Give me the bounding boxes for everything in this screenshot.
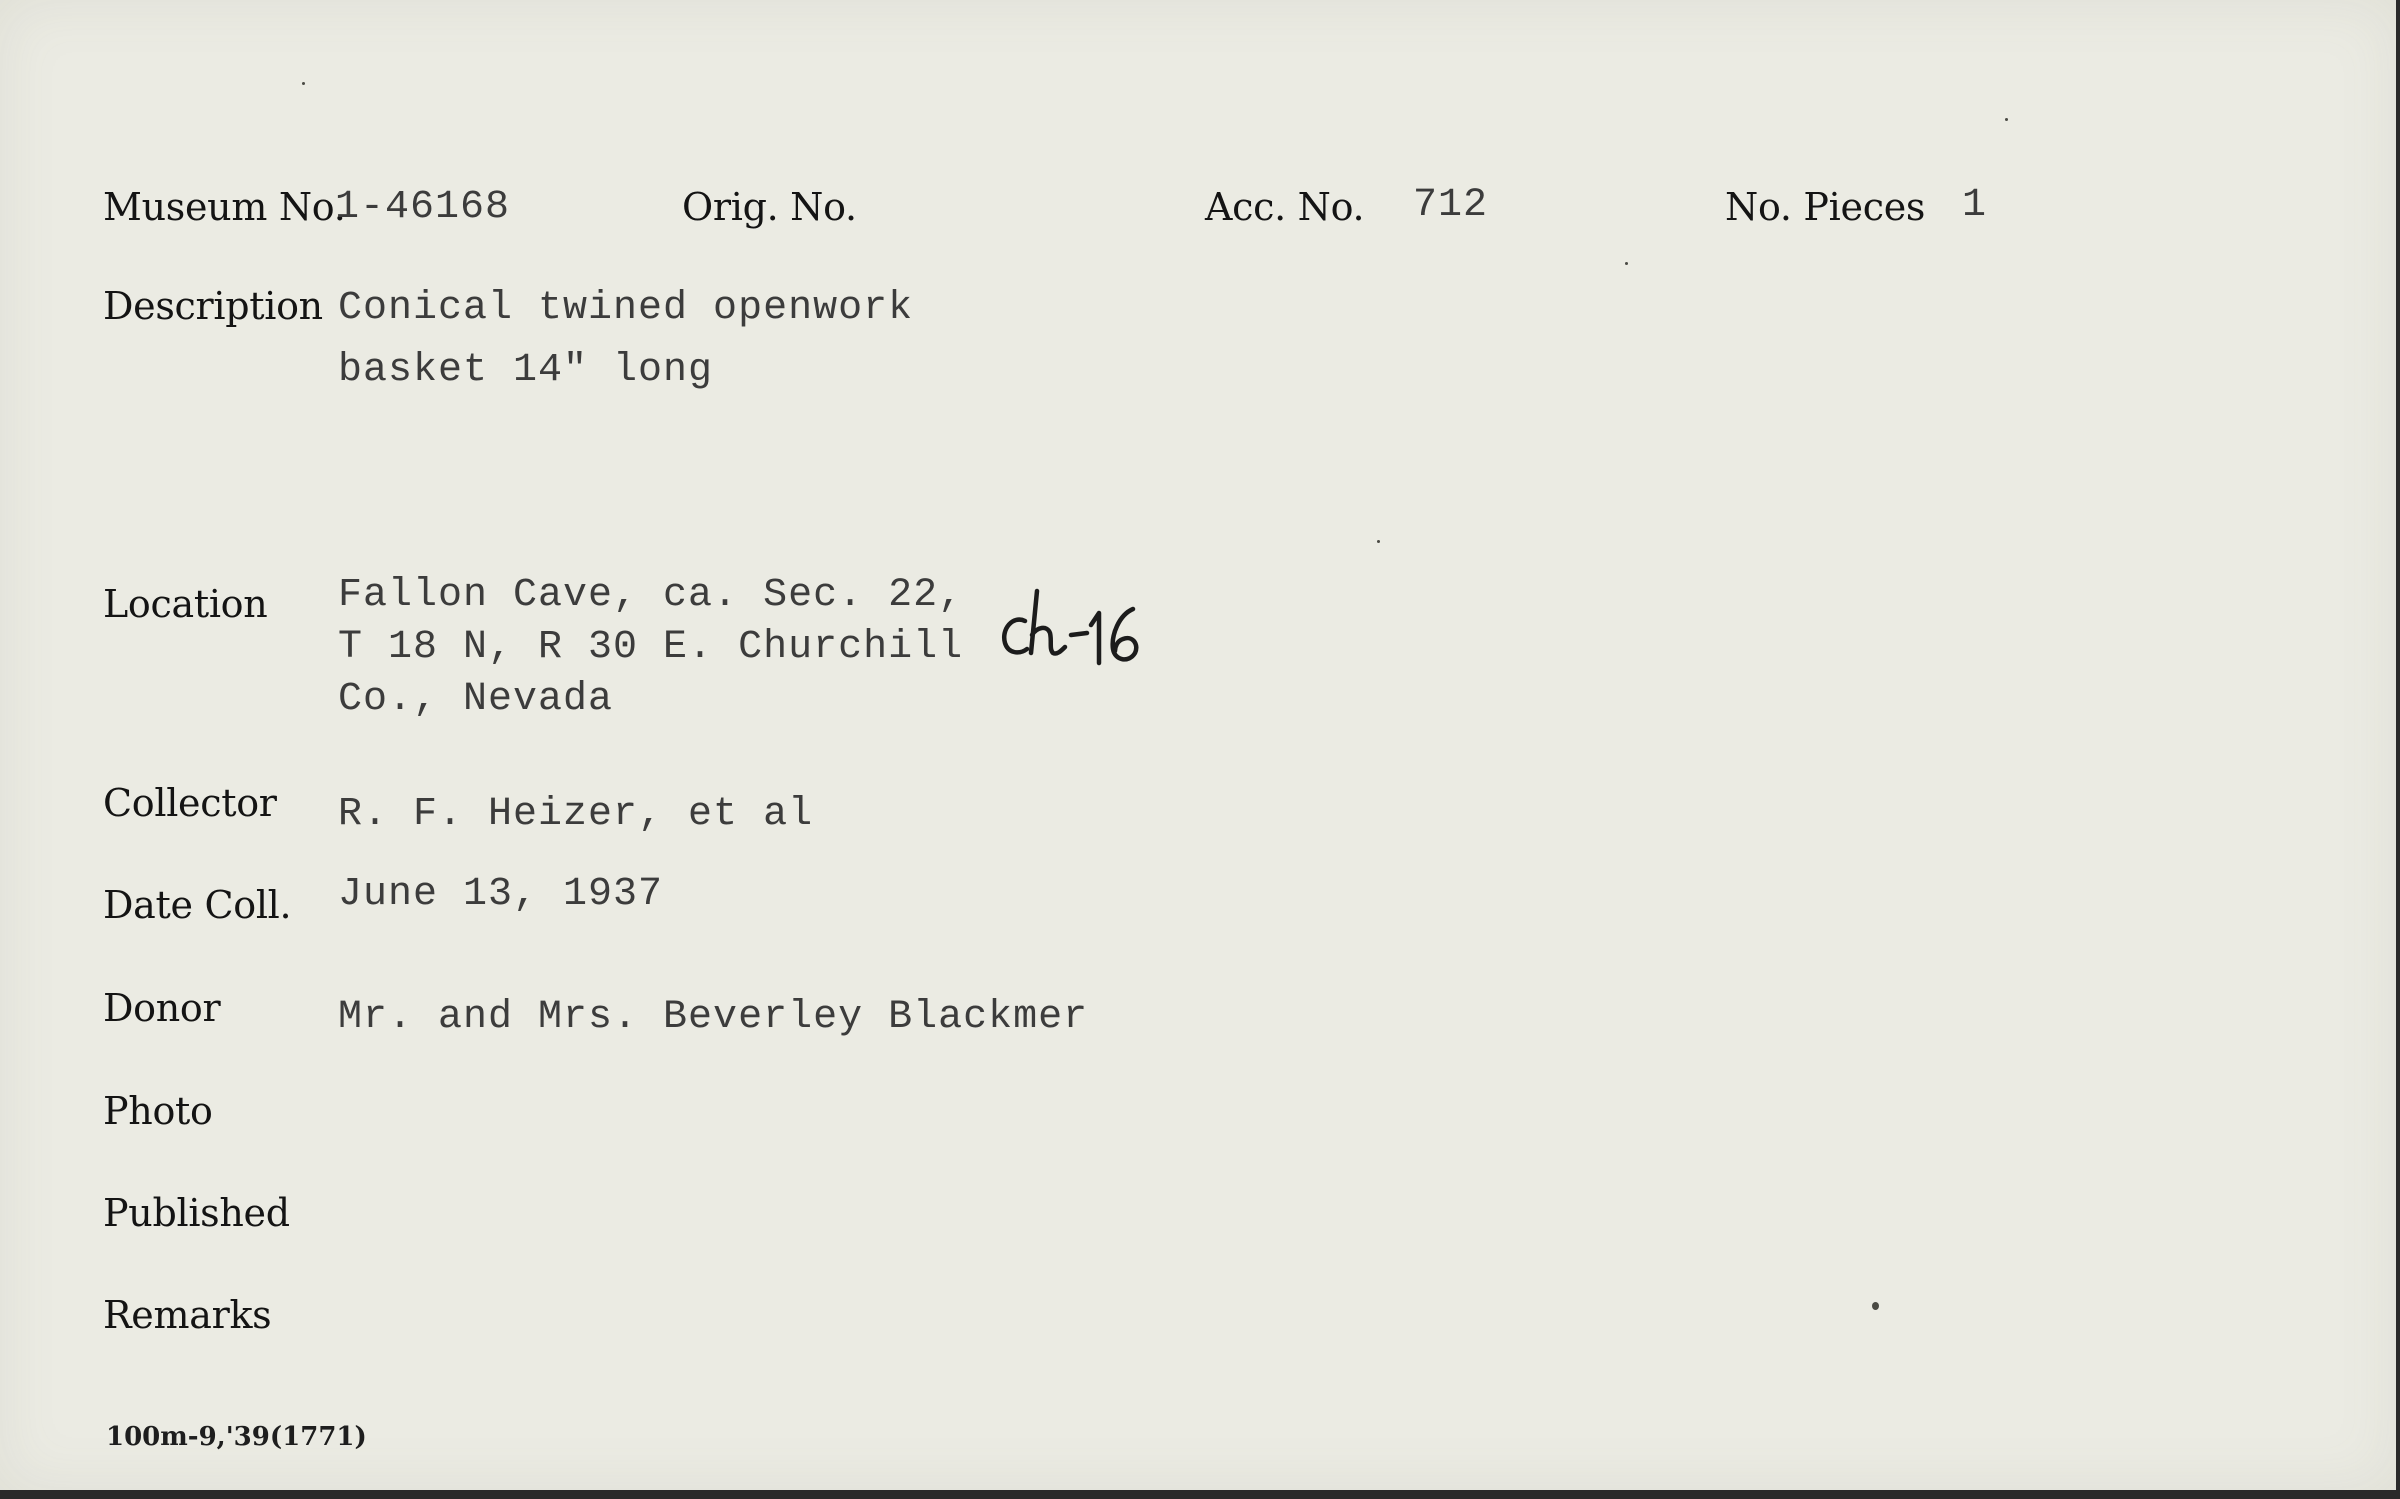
description-label: Description: [103, 284, 323, 328]
acc-no-value: 712: [1413, 183, 1489, 228]
dust-speck: [1377, 540, 1380, 543]
print-code: 100m-9,'39(1771): [106, 1422, 367, 1452]
dust-speck: [1872, 1302, 1879, 1310]
donor-value: Mr. and Mrs. Beverley Blackmer: [338, 995, 1089, 1040]
location-label: Location: [103, 582, 268, 626]
date-coll-label: Date Coll.: [103, 883, 292, 927]
dust-speck: [2005, 118, 2008, 121]
location-value: [338, 570, 963, 726]
museum-no-label: Museum No.: [103, 185, 346, 229]
location-line: Fallon Cave, ca. Sec. 22,: [338, 573, 964, 618]
donor-label: Donor: [103, 986, 221, 1030]
collector-label: Collector: [103, 781, 277, 825]
orig-no-label: Orig. No.: [682, 185, 857, 229]
date-coll-value: June 13, 1937: [338, 872, 664, 917]
dust-speck: [1625, 262, 1628, 265]
location-line: T 18 N, R 30 E. Churchill: [338, 625, 964, 670]
acc-no-label: Acc. No.: [1205, 185, 1365, 229]
no-pieces-value: 1: [1962, 183, 1988, 228]
handwritten-annotation: [995, 585, 1155, 680]
description-line: basket 14" long: [338, 348, 714, 393]
handwritten-annotation-drawing: [995, 585, 1155, 675]
description-value: [338, 278, 913, 402]
museum-no-value: 1-46168: [335, 185, 511, 230]
photo-label: Photo: [103, 1089, 213, 1133]
collector-value: R. F. Heizer, et al: [338, 792, 814, 837]
no-pieces-label: No. Pieces: [1725, 185, 1926, 229]
description-line: Conical twined openwork: [338, 286, 914, 331]
dust-speck: [302, 82, 305, 85]
remarks-label: Remarks: [103, 1293, 272, 1337]
published-label: Published: [103, 1191, 290, 1235]
location-line: Co., Nevada: [338, 677, 614, 722]
